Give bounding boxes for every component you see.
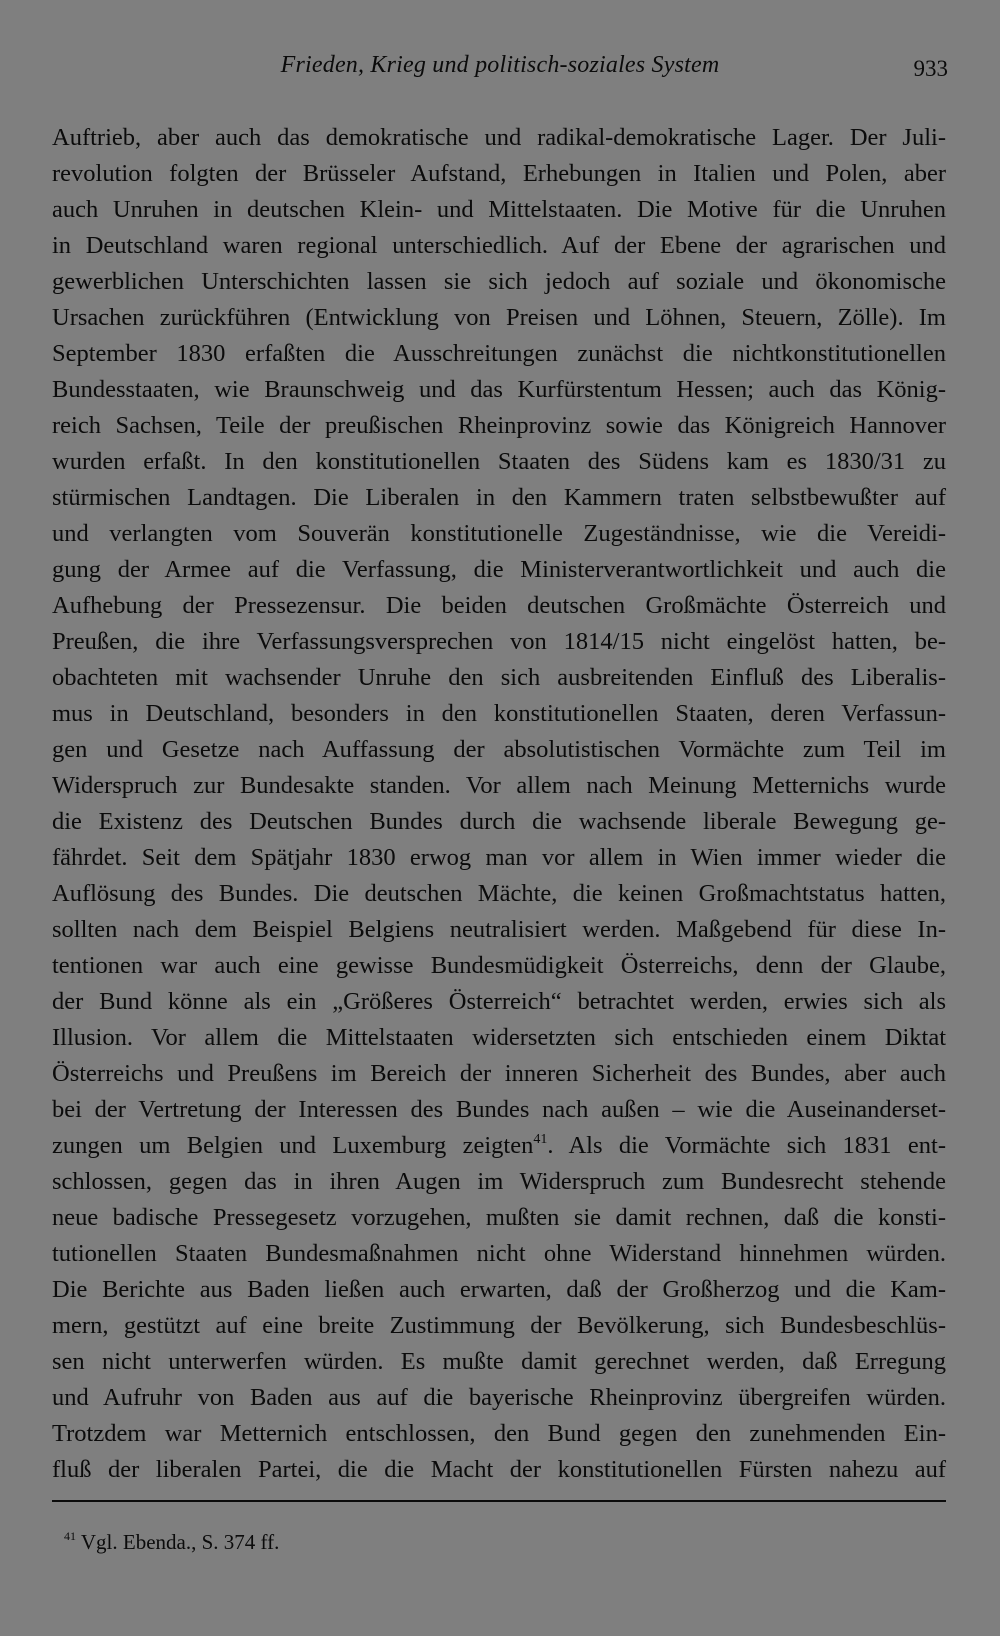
text-line: Auflösung des Bundes. Die deutschen Mächte, die keinen Großmachtstatus hatten, — [52, 880, 946, 907]
text-line: die Existenz des Deutschen Bundes durch die wachsende liberale Bewegung ge- — [52, 808, 946, 835]
text-line: bei der Vertretung der Interessen des Bundes nach außen – wie die Auseinanderset- — [52, 1096, 946, 1123]
text-line: sen nicht unterwerfen würden. Es mußte damit gerechnet werden, daß Erregung — [52, 1348, 946, 1375]
body-text — [52, 120, 946, 1488]
text-line: fährdet. Seit dem Spätjahr 1830 erwog man vor allem in Wien immer wieder die — [52, 844, 946, 871]
text-line: gewerblichen Unterschichten lassen sie sich jedoch auf soziale und ökonomische — [52, 268, 946, 295]
text-line: wurden erfaßt. In den konstitutionellen Staaten des Südens kam es 1830/31 zu — [52, 448, 946, 475]
footnote-text: Vgl. Ebenda., S. 374 ff. — [80, 1530, 280, 1554]
text-line: auch Unruhen in deutschen Klein- und Mittelstaaten. Die Motive für die Unruhen — [52, 196, 946, 223]
text-line: der Bund könne als ein „Größeres Österreich“ betrachtet werden, erwies sich als — [52, 988, 946, 1015]
text-line: und Aufruhr von Baden aus auf die bayerische Rheinprovinz übergreifen würden. — [52, 1384, 946, 1411]
text-line: stürmischen Landtagen. Die Liberalen in den Kammern traten selbstbewußter auf — [52, 484, 946, 511]
text-line: fluß der liberalen Partei, die die Macht der konstitutionellen Fürsten nahezu auf — [52, 1456, 946, 1483]
text-line: mus in Deutschland, besonders in den konstitutionellen Staaten, deren Verfassun- — [52, 700, 946, 727]
text-line: gen und Gesetze nach Auffassung der absolutistischen Vormächte zum Teil im — [52, 736, 946, 763]
text-line: Ursachen zurückführen (Entwicklung von Preisen und Löhnen, Steuern, Zölle). Im — [52, 304, 946, 331]
text-segment: . Als die Vormächte sich 1831 ent- — [547, 1132, 946, 1159]
text-line: Illusion. Vor allem die Mittelstaaten widersetzten sich entschieden einem Diktat — [52, 1024, 946, 1051]
text-line: Trotzdem war Metternich entschlossen, den Bund gegen den zunehmenden Ein- — [52, 1420, 946, 1447]
text-line: Die Berichte aus Baden ließen auch erwarten, daß der Großherzog und die Kam- — [52, 1276, 946, 1303]
text-line: Österreichs und Preußens im Bereich der inneren Sicherheit des Bundes, aber auch — [52, 1060, 946, 1087]
running-head — [52, 52, 948, 86]
text-line: Widerspruch zur Bundesakte standen. Vor allem nach Meinung Metternichs wurde — [52, 772, 946, 799]
text-line: in Deutschland waren regional unterschiedlich. Auf der Ebene der agrarischen und — [52, 232, 946, 259]
footnote-reference[interactable]: 41 — [533, 1132, 548, 1147]
text-segment: zungen um Belgien und Luxemburg zeigten — [52, 1132, 534, 1159]
text-line: mern, gestützt auf eine breite Zustimmung der Bevölkerung, sich Bundesbeschlüs- — [52, 1312, 946, 1339]
text-line: tentionen war auch eine gewisse Bundesmüdigkeit Österreichs, denn der Glaube, — [52, 952, 946, 979]
text-line: revolution folgten der Brüsseler Aufstand, Erhebungen in Italien und Polen, aber — [52, 160, 946, 187]
text-line: sollten nach dem Beispiel Belgiens neutralisiert werden. Maßgebend für diese In- — [52, 916, 946, 943]
running-title: Frieden, Krieg und politisch-soziales System — [280, 52, 720, 78]
footnote-separator — [52, 1500, 946, 1502]
text-line: Preußen, die ihre Verfassungsversprechen von 1814/15 nicht eingelöst hatten, be- — [52, 628, 946, 655]
text-line: neue badische Pressegesetz vorzugehen, mußten sie damit rechnen, daß die konsti- — [52, 1204, 946, 1231]
page-number: 933 — [913, 56, 948, 81]
footnote-number: 41 — [64, 1529, 76, 1543]
text-line: tutionellen Staaten Bundesmaßnahmen nicht ohne Widerstand hinnehmen würden. — [52, 1240, 946, 1267]
footnote — [64, 1530, 279, 1555]
text-line: obachteten mit wachsender Unruhe den sich ausbreitenden Einfluß des Liberalis- — [52, 664, 946, 691]
text-line: reich Sachsen, Teile der preußischen Rheinprovinz sowie das Königreich Hannover — [52, 412, 946, 439]
text-line-with-footnote-ref — [52, 1128, 946, 1164]
text-line: September 1830 erfaßten die Ausschreitungen zunächst die nichtkonstitutionellen — [52, 340, 946, 367]
text-line: schlossen, gegen das in ihren Augen im Widerspruch zum Bundesrecht stehende — [52, 1168, 946, 1195]
text-line: Aufhebung der Pressezensur. Die beiden deutschen Großmächte Österreich und — [52, 592, 946, 619]
text-line: und verlangten vom Souverän konstitutionelle Zugeständnisse, wie die Vereidi- — [52, 520, 946, 547]
text-line: gung der Armee auf die Verfassung, die Ministerverantwortlichkeit und auch die — [52, 556, 946, 583]
text-line: Bundesstaaten, wie Braunschweig und das Kurfürstentum Hessen; auch das König- — [52, 376, 946, 403]
text-line: Auftrieb, aber auch das demokratische und radikal-demokratische Lager. Der Juli- — [52, 124, 946, 151]
